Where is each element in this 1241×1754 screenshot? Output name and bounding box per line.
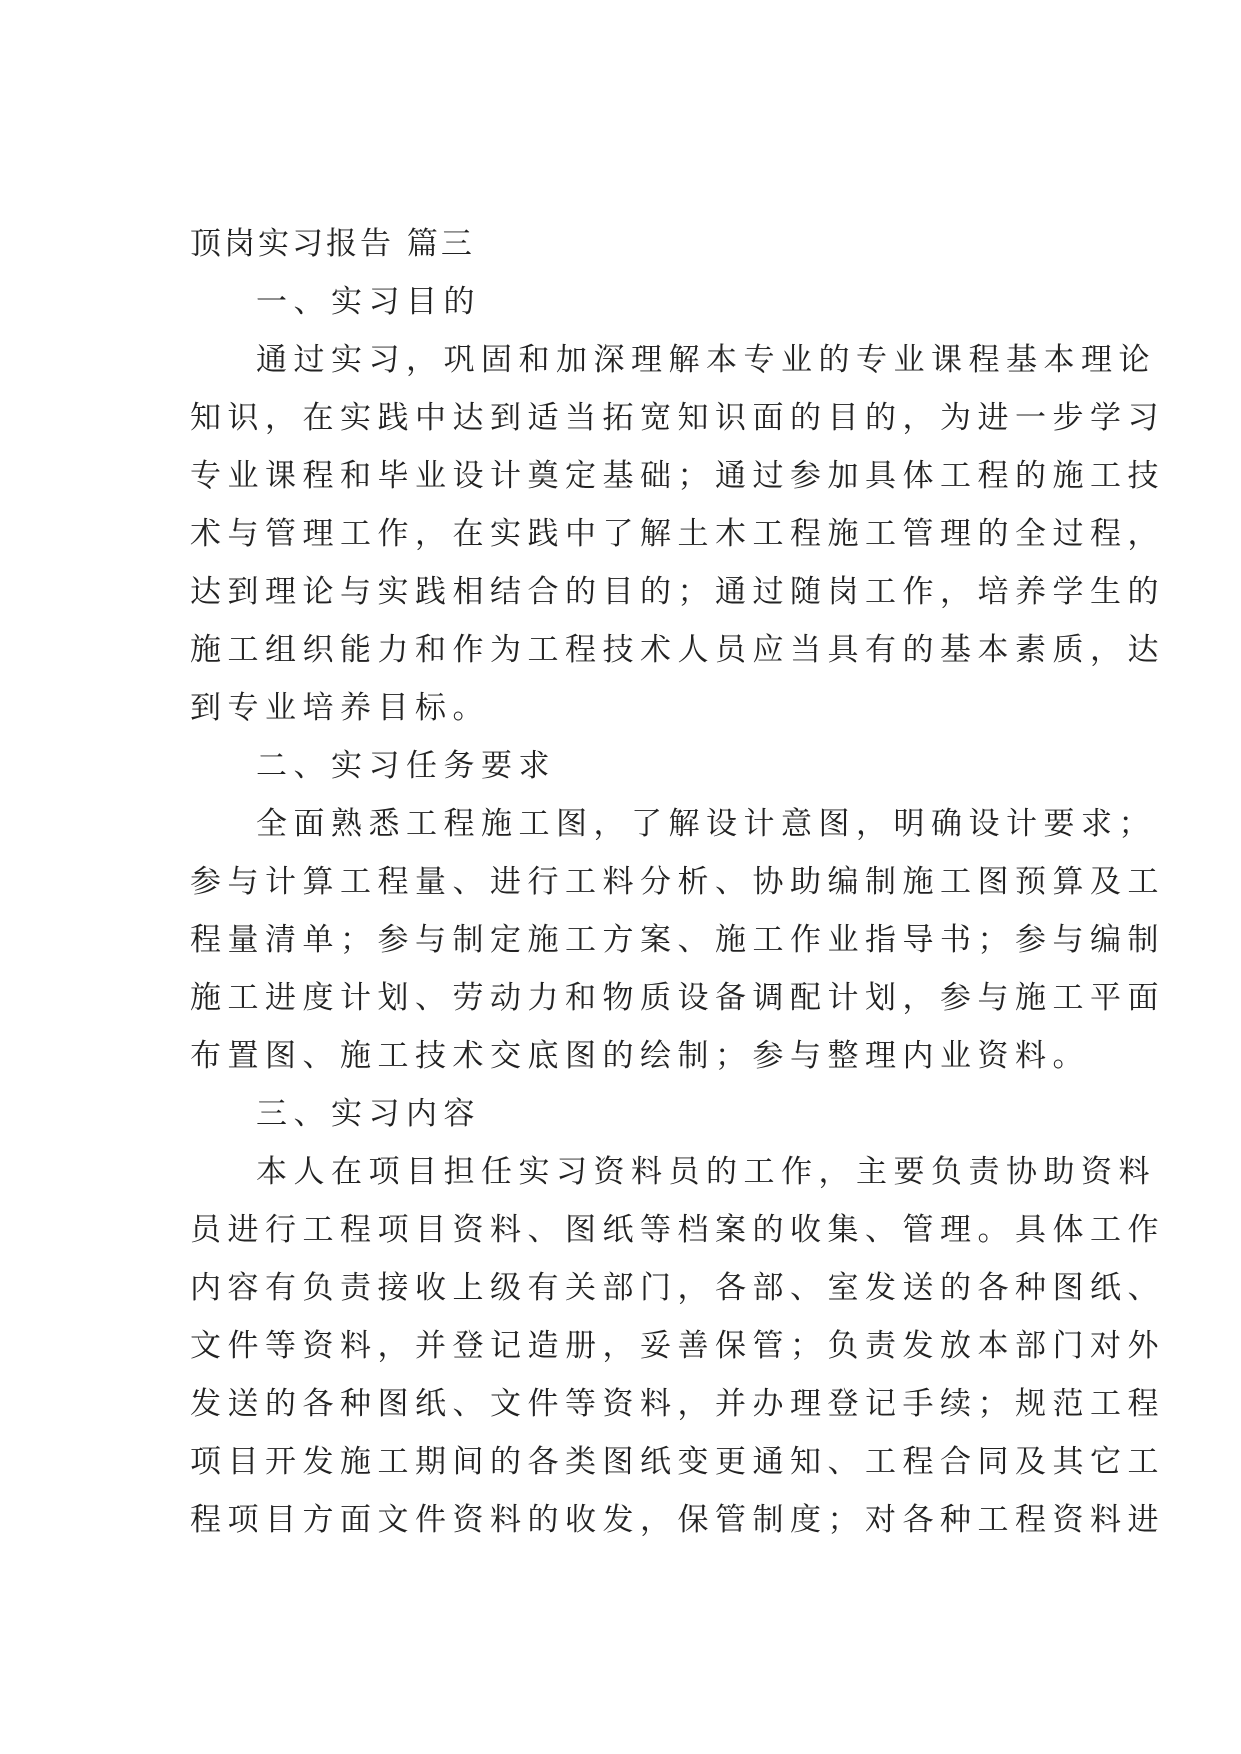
paragraph-line: 全面熟悉工程施工图，了解设计意图，明确设计要求； bbox=[256, 806, 1156, 842]
paragraph-line: 参与计算工程量、进行工料分析、协助编制施工图预算及工 bbox=[190, 864, 1165, 900]
paragraph-line: 知识，在实践中达到适当拓宽知识面的目的，为进一步学习 bbox=[190, 400, 1165, 436]
paragraph-line: 到专业培养目标。 bbox=[190, 690, 490, 726]
document-body bbox=[190, 215, 1165, 1549]
paragraph-line: 专业课程和毕业设计奠定基础；通过参加具体工程的施工技 bbox=[190, 458, 1165, 494]
paragraph-line: 发送的各种图纸、文件等资料，并办理登记手续；规范工程 bbox=[190, 1386, 1165, 1422]
paragraph-line: 内容有负责接收上级有关部门，各部、室发送的各种图纸、 bbox=[190, 1270, 1165, 1306]
paragraph-line: 布置图、施工技术交底图的绘制；参与整理内业资料。 bbox=[190, 1038, 1090, 1074]
paragraph-line: 程量清单；参与制定施工方案、施工作业指导书；参与编制 bbox=[190, 922, 1165, 958]
paragraph-line: 施工进度计划、劳动力和物质设备调配计划，参与施工平面 bbox=[190, 980, 1165, 1016]
paragraph-line: 程项目方面文件资料的收发，保管制度；对各种工程资料进 bbox=[190, 1502, 1165, 1538]
paragraph-line: 文件等资料，并登记造册，妥善保管；负责发放本部门对外 bbox=[190, 1328, 1165, 1364]
paragraph-line: 员进行工程项目资料、图纸等档案的收集、管理。具体工作 bbox=[190, 1212, 1165, 1248]
section-heading-purpose: 一、实习目的 bbox=[256, 284, 481, 320]
paragraph-line: 本人在项目担任实习资料员的工作，主要负责协助资料 bbox=[256, 1154, 1156, 1190]
paragraph-line: 项目开发施工期间的各类图纸变更通知、工程合同及其它工 bbox=[190, 1444, 1165, 1480]
paragraph-line: 施工组织能力和作为工程技术人员应当具有的基本素质，达 bbox=[190, 632, 1165, 668]
paragraph-line: 通过实习，巩固和加深理解本专业的专业课程基本理论 bbox=[256, 342, 1156, 378]
paragraph-line: 达到理论与实践相结合的目的；通过随岗工作，培养学生的 bbox=[190, 574, 1165, 610]
document-title: 顶岗实习报告 篇三 bbox=[190, 226, 475, 262]
section-heading-requirements: 二、实习任务要求 bbox=[256, 748, 556, 784]
paragraph-line: 术与管理工作，在实践中了解土木工程施工管理的全过程， bbox=[190, 516, 1165, 552]
section-heading-content: 三、实习内容 bbox=[256, 1096, 481, 1132]
